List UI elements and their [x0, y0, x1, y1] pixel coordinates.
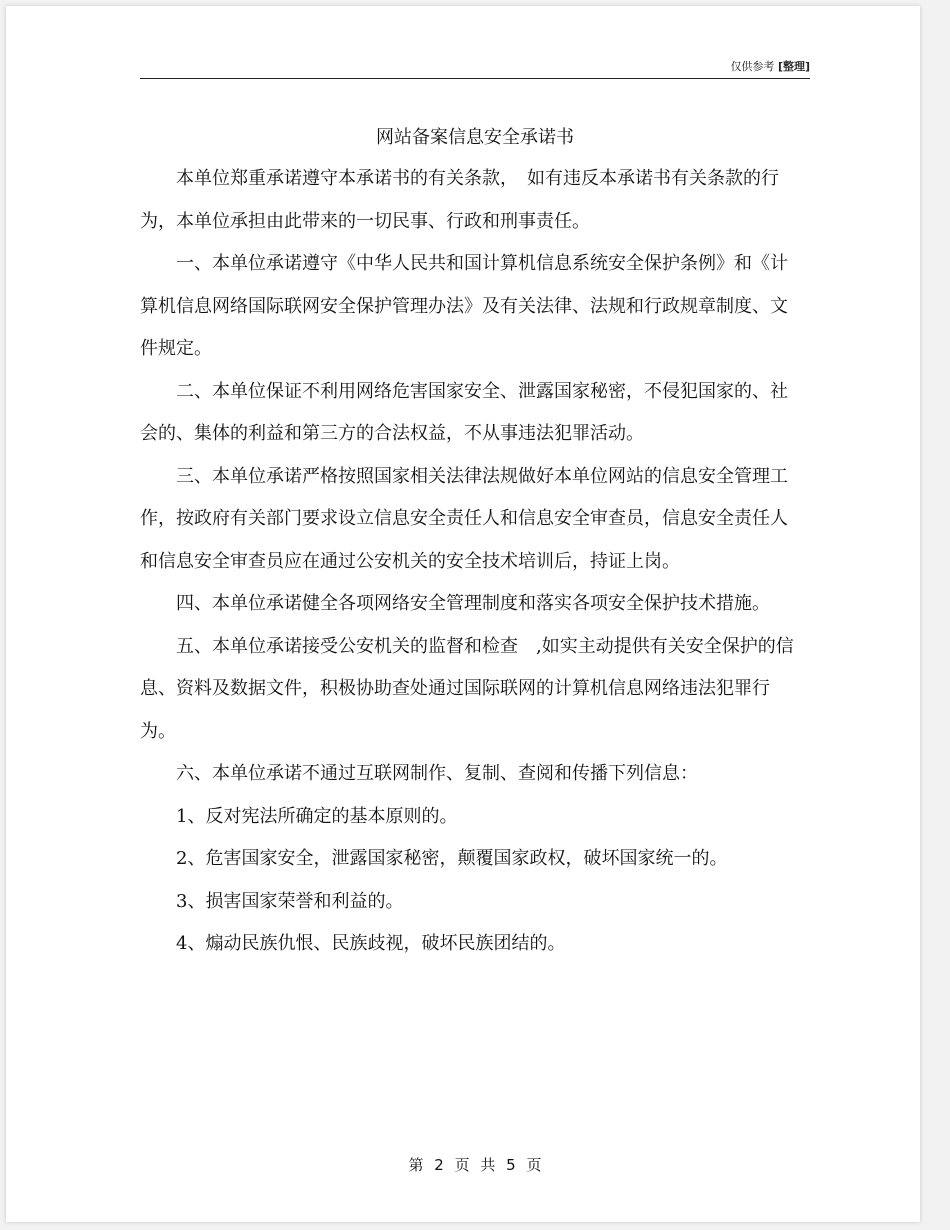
- paragraph: 三、本单位承诺严格按照国家相关法律法规做好本单位网站的信息安全管理工作，按政府有关部门要求设立信息安全责任人和信息安全审查员，信息安全责任人和信息安全审查员应在通过公安机关的安全技术培训后，持证上岗。: [140, 465, 788, 572]
- list-item: 3、损害国家荣誉和利益的。: [176, 890, 404, 912]
- page-header: [140, 58, 810, 78]
- document-body: [140, 158, 800, 966]
- list-item: 2、危害国家安全，泄露国家秘密，颠覆国家政权，破坏国家统一的。: [176, 848, 728, 869]
- document-page: [6, 6, 920, 1222]
- list-item: 1、反对宪法所确定的基本原则的。: [176, 805, 458, 827]
- header-note: 仅供参考: [730, 60, 775, 73]
- footer-total-pages: 5: [506, 1156, 516, 1174]
- paragraph: 本单位郑重承诺遵守本承诺书的有关条款， 如有违反本承诺书有关条款的行为，本单位承担由此带来的一切民事、行政和刑事责任。: [140, 168, 779, 232]
- paragraph: 四、本单位承诺健全各项网络安全管理制度和落实各项安全保护技术措施。: [176, 593, 770, 614]
- header-mark: [整理]: [777, 60, 810, 73]
- footer-suffix: 页: [526, 1156, 542, 1174]
- footer-middle: 页 共: [454, 1156, 496, 1174]
- list-item: 4、煽动民族仇恨、民族歧视，破坏民族团结的。: [176, 933, 566, 954]
- footer-prefix: 第: [408, 1156, 424, 1174]
- footer-page-number: 2: [434, 1156, 444, 1174]
- paragraph: 五、本单位承诺接受公安机关的监督和检查 ,如实主动提供有关安全保护的信息、资料及数据文件，积极协助查处通过国际联网的计算机信息网络违法犯罪行为。: [140, 635, 794, 742]
- paragraph: 二、本单位保证不利用网络危害国家安全、泄露国家秘密，不侵犯国家的、社会的、集体的利益和第三方的合法权益，不从事违法犯罪活动。: [140, 380, 788, 444]
- header-rule: [140, 78, 810, 79]
- page-footer: [140, 1154, 810, 1175]
- paragraph: 六、本单位承诺不通过互联网制作、复制、查阅和传播下列信息：: [176, 763, 698, 784]
- document-title: 网站备案信息安全承诺书: [376, 127, 574, 148]
- paragraph: 一、本单位承诺遵守《中华人民共和国计算机信息系统安全保护条例》和《计算机信息网络国际联网安全保护管理办法》及有关法律、法规和行政规章制度、文件规定。: [140, 253, 788, 359]
